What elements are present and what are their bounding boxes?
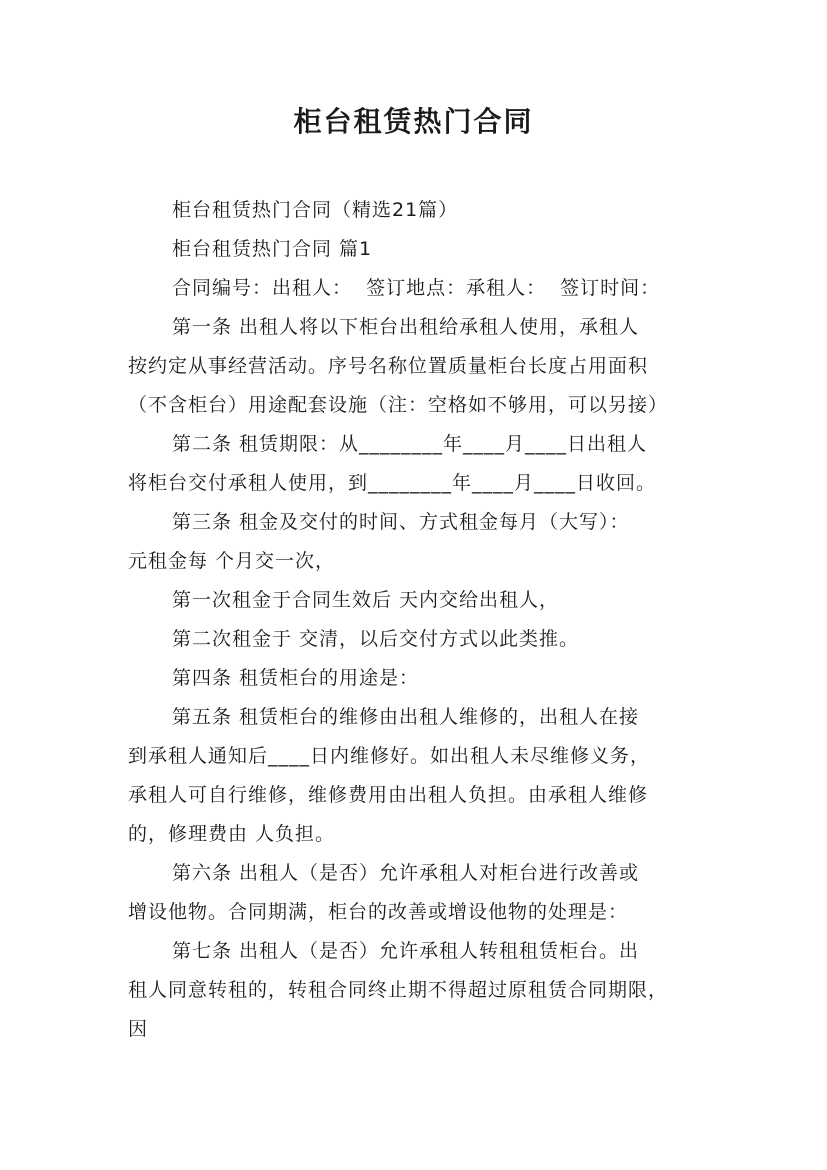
document-line: 第二条 租赁期限：从________年____月____日出租人 <box>172 433 648 455</box>
document-line: 租人同意转租的，转租合同终止期不得超过原租赁合同期限， <box>128 979 669 1001</box>
document-line: 第二次租金于 交清，以后交付方式以此类推。 <box>172 628 580 650</box>
document-line: 按约定从事经营活动。序号名称位置质量柜台长度占用面积 <box>128 355 649 377</box>
document-line: 第三条 租金及交付的时间、方式租金每月（大写）： <box>172 511 630 533</box>
document-line: 第六条 出租人（是否）允许承租人对柜台进行改善或 <box>172 862 640 884</box>
document-line: 元租金每 个月交一次， <box>128 550 336 572</box>
document-line: 第一条 出租人将以下柜台出租给承租人使用，承租人 <box>172 316 640 338</box>
document-line: 将柜台交付承租人使用，到________年____月____日收回。 <box>128 472 657 494</box>
document-title: 柜台租赁热门合同 <box>293 105 534 138</box>
document-line: 第一次租金于合同生效后 天内交给出租人， <box>172 589 560 611</box>
document-line: 第七条 出租人（是否）允许承租人转租租赁柜台。出 <box>172 940 640 962</box>
document-line: 增设他物。合同期满，柜台的改善或增设他物的处理是： <box>128 901 629 923</box>
document-line: 承租人可自行维修，维修费用由出租人负担。由承租人维修 <box>128 784 649 806</box>
document-line: 柜台租赁热门合同（精选21篇） <box>172 199 459 221</box>
document-line: 合同编号：出租人： 签订地点：承租人： 签订时间： <box>172 277 661 299</box>
document-line: 第五条 租赁柜台的维修由出租人维修的，出租人在接 <box>172 706 640 728</box>
document-line: 第四条 租赁柜台的用途是： <box>172 667 420 689</box>
document-line: 柜台租赁热门合同 篇1 <box>172 238 373 260</box>
document-line: 的，修理费由 人负担。 <box>128 823 336 845</box>
document-body <box>128 191 718 1049</box>
document-line: 因 <box>128 1018 149 1040</box>
document-line: 到承租人通知后____日内维修好。如出租人未尽维修义务， <box>128 745 651 767</box>
document-line: （不含柜台）用途配套设施（注：空格如不够用，可以另接） <box>128 394 669 416</box>
